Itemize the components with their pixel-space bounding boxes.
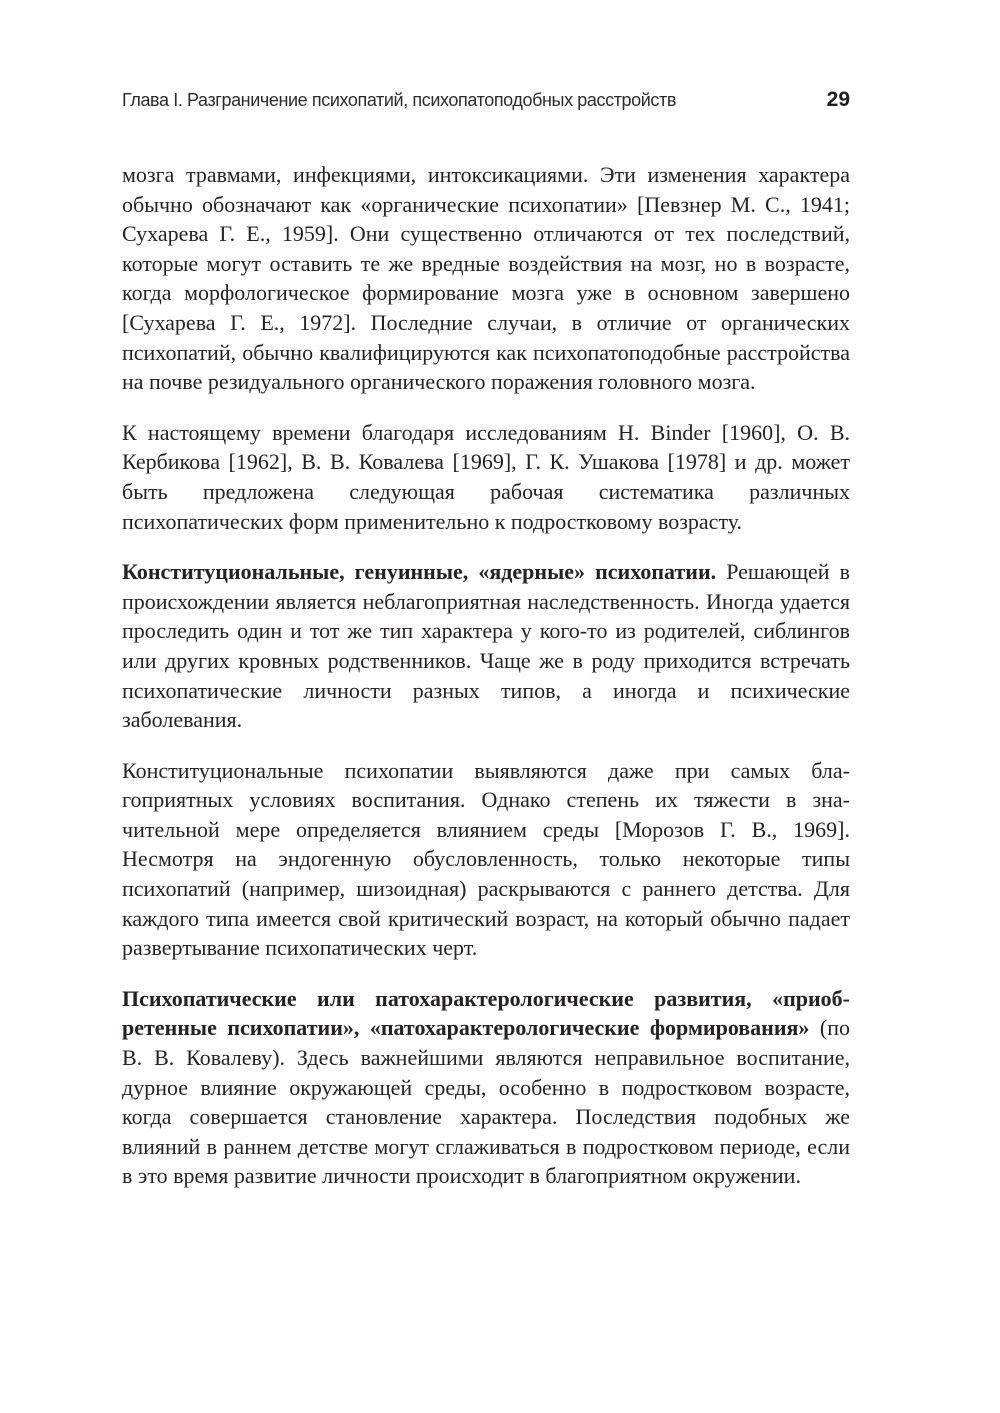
paragraph-4 bbox=[122, 756, 850, 963]
paragraph-4-text: Конституциональные психопатии выявляются даже при самых благоприятных условиях воспитания. Однако степень их тяжести в значительной мере определяется влиянием среды [Морозов Г. В., 1969]. Несмотря на эндогенную обусловленность, только некоторые типы психопатий (например, шизоидная) раскрываются с раннего детства. Для каждого типа имеется свой критический возраст, на который обычно падает развертывание психопатических черт. bbox=[122, 757, 850, 961]
paragraph-2-text: К настоящему времени благодаря исследованиям H. Binder [1960], О. В. Кербикова [1962], В. В. Ковалева [1969], Г. К. Ушакова [1978] и др. может быть предложена следующая рабочая систематика различных психопатических форм применительно к подростковому возрасту. bbox=[122, 419, 850, 534]
paragraph-5 bbox=[122, 984, 850, 1191]
paragraph-1-text: мозга травмами, инфекциями, интоксикациями. Эти изменения характера обычно обозначают как «органические психопатии» [Певзнер М. С., 1941; Сухарева Г. Е., 1959]. Они существенно отличаются от тех последствий, которые могут оставить те же вредные воздействия на мозг, но в возрасте, когда морфологическое формирование мозга уже в основном завершено [Сухарева Г. Е., 1972]. Последние случаи, в отличие от органических психопатий, обычно квалифицируются как психопатоподобные расстройства на почве резидуального органического поражения головного мозга. bbox=[122, 162, 850, 395]
paragraph-5-text: (по В. В. Ковалеву). Здесь важнейшими являются неправильное воспитание, дурное влияние окружающей среды, особенно в подростковом возрасте, когда совершается становление характера. Последствия подобных же влияний в раннем детстве могут сглаживаться в подростковом периоде, если в это время развитие личности происходит в благоприятном окружении. bbox=[122, 1015, 850, 1189]
paragraph-5-lead: Психопатические или патохарактерологические развития, «приобретенные психопатии», «патохарактерологические формирования» bbox=[122, 985, 850, 1041]
paragraph-1 bbox=[122, 160, 850, 397]
body-text bbox=[122, 160, 850, 1212]
paragraph-2 bbox=[122, 418, 850, 536]
page-number: 29 bbox=[826, 88, 850, 111]
running-head bbox=[122, 88, 850, 118]
paragraph-3-lead: Конституциональные, генуинные, «ядерные» психопатии. bbox=[122, 559, 717, 585]
paragraph-3-text: Решающей в происхождении является неблагоприятная наследственность. Иногда удается проследить один и тот же тип характера у кого-то из родителей, сиблингов или других кровных родственников. Чаще же в роду приходится встречать психопатические личности разных типов, а иногда и психические заболевания. bbox=[122, 559, 851, 733]
paragraph-3 bbox=[122, 557, 850, 735]
running-title: Глава I. Разграничение психопатий, психопатоподобных расстройств bbox=[122, 90, 677, 110]
